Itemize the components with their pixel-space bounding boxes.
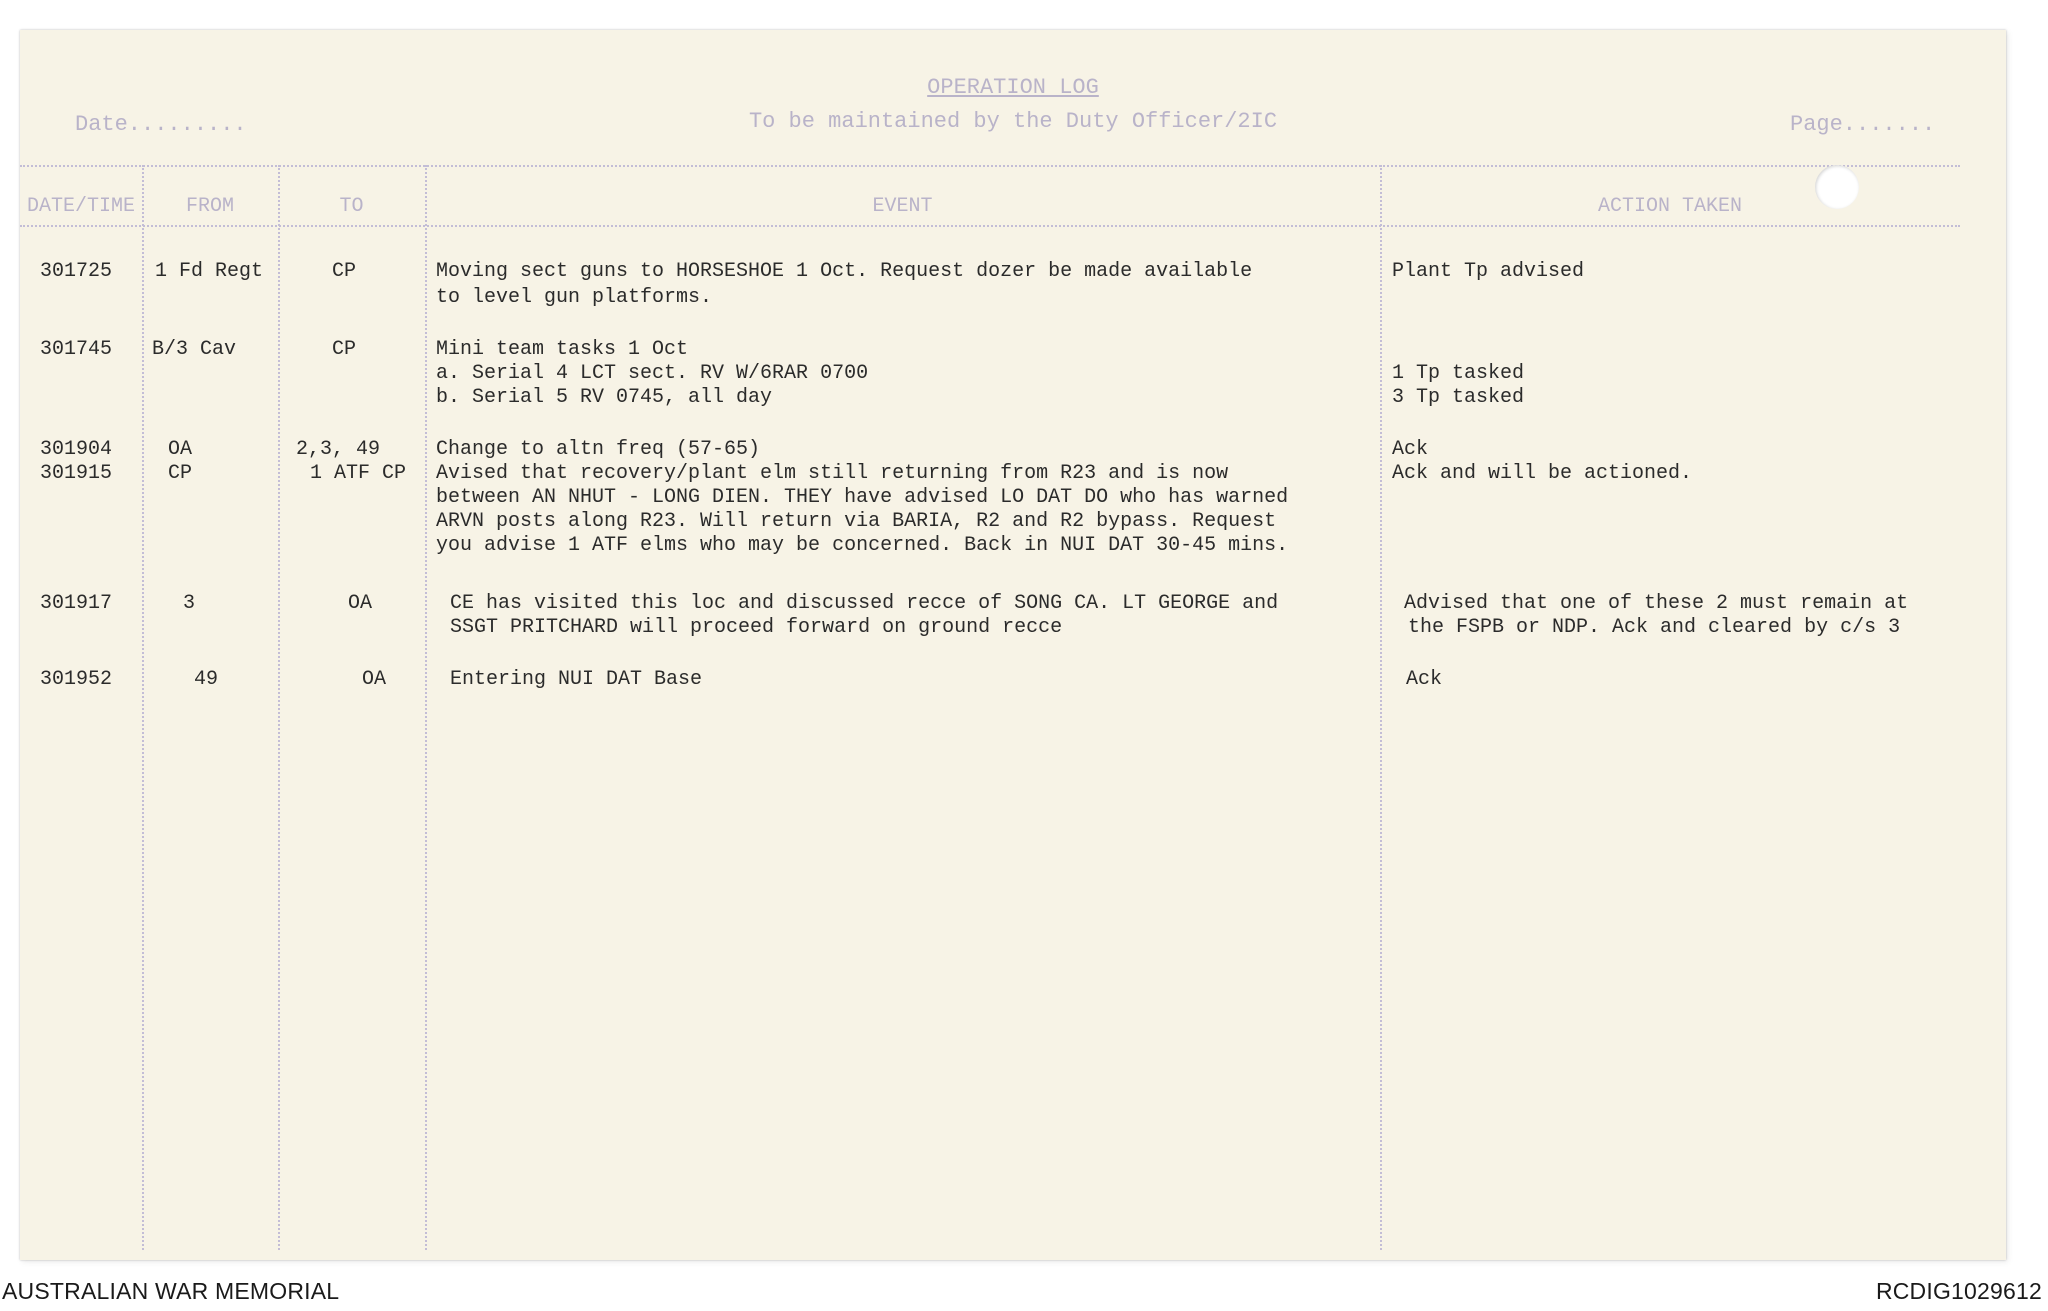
column-header-to: TO [339, 195, 364, 218]
entry-datetime: 301915 [40, 462, 113, 485]
entry-event-line: you advise 1 ATF elms who may be concerned. Back in NUI DAT 30-45 mins. [436, 534, 1289, 557]
entry-action-line: Ack and will be actioned. [1392, 462, 1693, 485]
entry-to: CP [332, 338, 357, 361]
entry-event-line: Mini team tasks 1 Oct [436, 338, 689, 361]
entry-from: 3 [183, 592, 196, 615]
entry-to: CP [332, 260, 357, 283]
entry-event-line: Moving sect guns to HORSESHOE 1 Oct. Request dozer be made available [436, 260, 1253, 283]
entry-from: B/3 Cav [152, 338, 237, 361]
entry-action-line: Advised that one of these 2 must remain at [1404, 592, 1909, 615]
entry-event-line: CE has visited this loc and discussed recce of SONG CA. LT GEORGE and [450, 592, 1279, 615]
column-header-action: ACTION TAKEN [1597, 195, 1743, 218]
entry-event-line: between AN NHUT - LONG DIEN. THEY have advised LO DAT DO who has warned [436, 486, 1289, 509]
entry-to: 1 ATF CP [310, 462, 407, 485]
entry-from: 49 [194, 668, 219, 691]
header-rule-bottom [20, 225, 1960, 227]
entry-to: 2,3, 49 [296, 438, 381, 461]
entry-event-line: to level gun platforms. [436, 286, 713, 309]
form-title: OPERATION LOG [927, 75, 1099, 100]
archive-id: RCDIG1029612 [1875, 1278, 2042, 1304]
column-divider-1 [142, 165, 144, 1250]
entry-event-line: Change to altn freq (57-65) [436, 438, 761, 461]
punch-hole [1815, 165, 1859, 209]
entry-action-line: Ack [1392, 438, 1429, 461]
log-sheet [20, 30, 2006, 1260]
entry-from: CP [168, 462, 193, 485]
form-page-label: Page....... [1790, 112, 1936, 137]
entry-action-line: 3 Tp tasked [1392, 386, 1525, 409]
form-subtitle: To be maintained by the Duty Officer/2IC [748, 109, 1278, 134]
column-divider-3 [425, 165, 427, 1250]
archive-credit: AUSTRALIAN WAR MEMORIAL [2, 1278, 340, 1304]
header-rule-top [20, 165, 1960, 167]
column-header-datetime: DATE/TIME [26, 195, 136, 218]
entry-datetime: 301952 [40, 668, 113, 691]
entry-event-line: a. Serial 4 LCT sect. RV W/6RAR 0700 [436, 362, 869, 385]
entry-datetime: 301725 [40, 260, 113, 283]
entry-action-line: the FSPB or NDP. Ack and cleared by c/s 3 [1408, 616, 1901, 639]
entry-datetime: 301904 [40, 438, 113, 461]
entry-event-line: ARVN posts along R23. Will return via BARIA, R2 and R2 bypass. Request [436, 510, 1277, 533]
entry-action-line: 1 Tp tasked [1392, 362, 1525, 385]
entry-datetime: 301917 [40, 592, 113, 615]
entry-event-line: Avised that recovery/plant elm still returning from R23 and is now [436, 462, 1229, 485]
column-header-event: EVENT [872, 195, 933, 218]
entry-event-line: b. Serial 5 RV 0745, all day [436, 386, 773, 409]
entry-to: OA [362, 668, 387, 691]
entry-action-line: Plant Tp advised [1392, 260, 1585, 283]
entry-action-line: Ack [1406, 668, 1443, 691]
column-divider-4 [1380, 165, 1382, 1250]
entry-event-line: SSGT PRITCHARD will proceed forward on ground recce [450, 616, 1063, 639]
entry-datetime: 301745 [40, 338, 113, 361]
form-date-label: Date......... [75, 112, 247, 137]
entry-to: OA [348, 592, 373, 615]
column-header-from: FROM [185, 195, 234, 218]
entry-event-line: Entering NUI DAT Base [450, 668, 703, 691]
entry-from: 1 Fd Regt [155, 260, 264, 283]
entry-from: OA [168, 438, 193, 461]
column-divider-2 [278, 165, 280, 1250]
